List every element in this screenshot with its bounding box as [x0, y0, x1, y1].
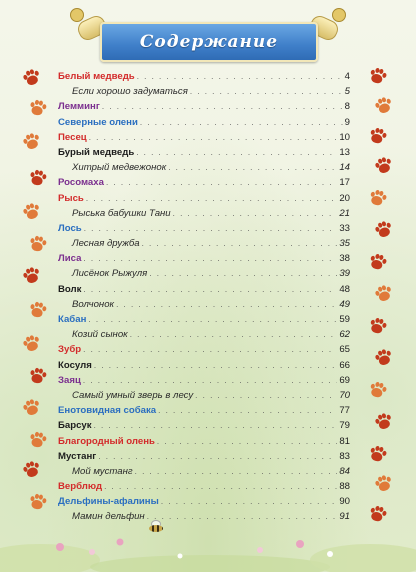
table-of-contents [58, 69, 350, 525]
toc-entry-title: Заяц [58, 374, 81, 386]
dot-leader [83, 282, 337, 297]
dot-leader [136, 145, 337, 160]
toc-entry-title: Росомаха [58, 177, 104, 189]
paw-print-icon [27, 493, 48, 512]
toc-entry[interactable] [58, 434, 350, 449]
toc-page-number: 77 [339, 405, 350, 417]
toc-entry[interactable] [58, 312, 350, 327]
toc-page-number: 21 [339, 207, 350, 219]
toc-entry-title: Волчонок [72, 298, 115, 310]
toc-entry[interactable] [58, 191, 350, 206]
paw-print-icon [366, 126, 388, 146]
dot-leader [168, 160, 337, 175]
dot-leader [104, 479, 337, 494]
toc-entry-title: Кабан [58, 314, 87, 325]
paw-print-icon [20, 397, 42, 418]
bee-icon [145, 522, 167, 534]
toc-page-number: 65 [339, 344, 350, 356]
paw-print-icon [372, 411, 394, 432]
toc-entry-title: Лисёнок Рыжуля [72, 268, 148, 280]
toc-entry[interactable] [58, 251, 350, 266]
toc-subentry[interactable] [58, 297, 350, 312]
paw-print-icon [27, 169, 48, 188]
paw-print-icon [20, 131, 42, 152]
toc-page-number: 81 [339, 435, 350, 447]
toc-page-number: 10 [339, 131, 350, 143]
dot-leader [195, 388, 337, 403]
toc-entry[interactable] [58, 373, 350, 388]
toc-page-number: 39 [339, 268, 350, 280]
toc-entry[interactable] [58, 403, 350, 418]
dot-leader [102, 99, 343, 114]
toc-page-number: 38 [339, 253, 350, 265]
paw-print-icon [27, 367, 48, 386]
toc-entry-title: Енотовидная собака [58, 405, 157, 417]
toc-entry-title: Бурый медведь [58, 146, 135, 158]
paw-print-icon [372, 283, 394, 304]
toc-entry[interactable] [58, 99, 350, 114]
toc-entry-title: Северные олени [58, 116, 138, 128]
dot-leader [135, 464, 338, 479]
toc-page-number: 17 [339, 177, 350, 189]
dot-leader [158, 403, 337, 418]
toc-entry[interactable] [58, 282, 350, 297]
toc-entry-title: Мустанг [58, 450, 97, 462]
title-banner [100, 22, 318, 62]
paw-print-icon [372, 219, 394, 240]
toc-subentry[interactable] [58, 388, 350, 403]
toc-page-number: 62 [339, 329, 350, 341]
paw-print-icon [20, 333, 42, 354]
toc-page-number: 91 [339, 511, 350, 523]
toc-entry-title: Если хорошо задуматься [72, 86, 188, 98]
toc-subentry[interactable] [58, 160, 350, 175]
toc-entry-title: Лесная дружба [72, 238, 140, 250]
paw-print-icon [27, 235, 48, 254]
toc-page-number: 84 [339, 465, 350, 477]
dot-leader [83, 373, 337, 388]
toc-page-number: 66 [339, 359, 350, 371]
toc-subentry[interactable] [58, 327, 350, 342]
toc-page-number: 83 [339, 450, 350, 462]
dot-leader [149, 266, 337, 281]
dot-leader [116, 297, 337, 312]
meadow-flowers-decoration [0, 512, 416, 572]
paw-print-icon [366, 380, 388, 400]
toc-entry-title: Волк [58, 283, 82, 295]
toc-entry-title: Песец [58, 131, 87, 143]
toc-entry-title: Мой мустанг [72, 465, 133, 477]
toc-entry[interactable] [58, 115, 350, 130]
toc-page-number: 79 [339, 420, 350, 432]
dot-leader [130, 327, 338, 342]
toc-subentry[interactable] [58, 206, 350, 221]
dot-leader [83, 251, 337, 266]
toc-page-number: 9 [344, 116, 350, 128]
paw-print-icon [27, 301, 48, 320]
paw-print-icon [20, 265, 42, 286]
toc-page-number: 13 [339, 146, 350, 158]
toc-subentry[interactable] [58, 236, 350, 251]
toc-page-number: 4 [344, 71, 350, 82]
dot-leader [137, 69, 343, 84]
scroll-knob-right-icon [332, 8, 346, 22]
toc-page-number: 5 [344, 86, 350, 98]
toc-page-number: 69 [339, 374, 350, 386]
toc-entry-title: Верблюд [58, 481, 103, 493]
toc-subentry[interactable] [58, 84, 350, 99]
toc-page-number: 59 [339, 314, 350, 325]
dot-leader [86, 191, 338, 206]
dot-leader [142, 236, 338, 251]
paw-print-icon [372, 347, 394, 368]
paw-print-icon [372, 155, 394, 176]
toc-entry[interactable] [58, 479, 350, 494]
dot-leader [84, 221, 338, 236]
paw-print-icon [366, 316, 388, 336]
scroll-knob-left-icon [70, 8, 84, 22]
dot-leader [140, 115, 343, 130]
paw-print-icon [366, 252, 388, 272]
dot-leader [157, 434, 337, 449]
toc-entry[interactable] [58, 358, 350, 373]
toc-entry[interactable] [58, 221, 350, 236]
toc-page-number: 33 [339, 222, 350, 234]
dot-leader [106, 175, 337, 190]
paw-print-icon [20, 459, 42, 480]
paw-print-icon [20, 201, 42, 222]
toc-entry[interactable] [58, 494, 350, 509]
toc-entry[interactable] [58, 130, 350, 145]
dot-leader [173, 206, 338, 221]
toc-subentry[interactable] [58, 266, 350, 281]
dot-leader [190, 84, 343, 99]
toc-entry-title: Барсук [58, 420, 92, 432]
paw-print-icon [372, 473, 394, 494]
toc-entry[interactable] [58, 145, 350, 160]
paw-print-icon [366, 444, 388, 464]
toc-entry-title: Зубр [58, 344, 82, 356]
toc-page-number: 14 [339, 162, 350, 174]
toc-entry[interactable] [58, 342, 350, 357]
dot-leader [94, 358, 338, 373]
toc-entry-title: Лось [58, 222, 82, 234]
toc-page-number: 35 [339, 238, 350, 250]
toc-entry-title: Рысь [58, 192, 84, 204]
dot-leader [83, 342, 337, 357]
toc-entry[interactable] [58, 69, 350, 84]
dot-leader [98, 449, 337, 464]
toc-entry-title: Козий сынок [72, 329, 128, 341]
page-title: Содержание [139, 32, 279, 52]
toc-entry-title: Хитрый медвежонок [72, 162, 167, 174]
toc-page-number: 70 [339, 389, 350, 401]
dot-leader [161, 494, 338, 509]
paw-print-icon [27, 431, 48, 450]
paw-print-icon [366, 66, 388, 86]
toc-entry-title: Белый медведь [58, 71, 135, 82]
toc-entry-title: Благородный олень [58, 435, 155, 447]
toc-entry-title: Самый умный зверь в лесу [72, 389, 194, 401]
toc-entry-title: Дельфины-афалины [58, 496, 159, 508]
paw-print-icon [20, 67, 42, 88]
dot-leader [88, 312, 337, 327]
toc-subentry[interactable] [58, 464, 350, 479]
toc-entry[interactable] [58, 449, 350, 464]
toc-page-number: 88 [339, 481, 350, 493]
paw-print-icon [366, 188, 388, 208]
toc-page-number: 48 [339, 283, 350, 295]
toc-entry[interactable] [58, 418, 350, 433]
toc-entry-title: Лемминг [58, 101, 100, 113]
paw-print-icon [27, 99, 48, 118]
toc-entry-title: Рыська бабушки Тани [72, 207, 171, 219]
dot-leader [89, 130, 338, 145]
toc-entry-title: Лиса [58, 253, 82, 265]
toc-page-number: 90 [339, 496, 350, 508]
toc-entry-title: Косуля [58, 359, 92, 371]
toc-entry[interactable] [58, 175, 350, 190]
toc-page-number: 8 [344, 101, 350, 113]
paw-print-icon [372, 95, 394, 116]
toc-entry-title: Мамин дельфин [72, 511, 145, 523]
dot-leader [94, 418, 338, 433]
toc-page-number: 49 [339, 298, 350, 310]
toc-page-number: 20 [339, 192, 350, 204]
